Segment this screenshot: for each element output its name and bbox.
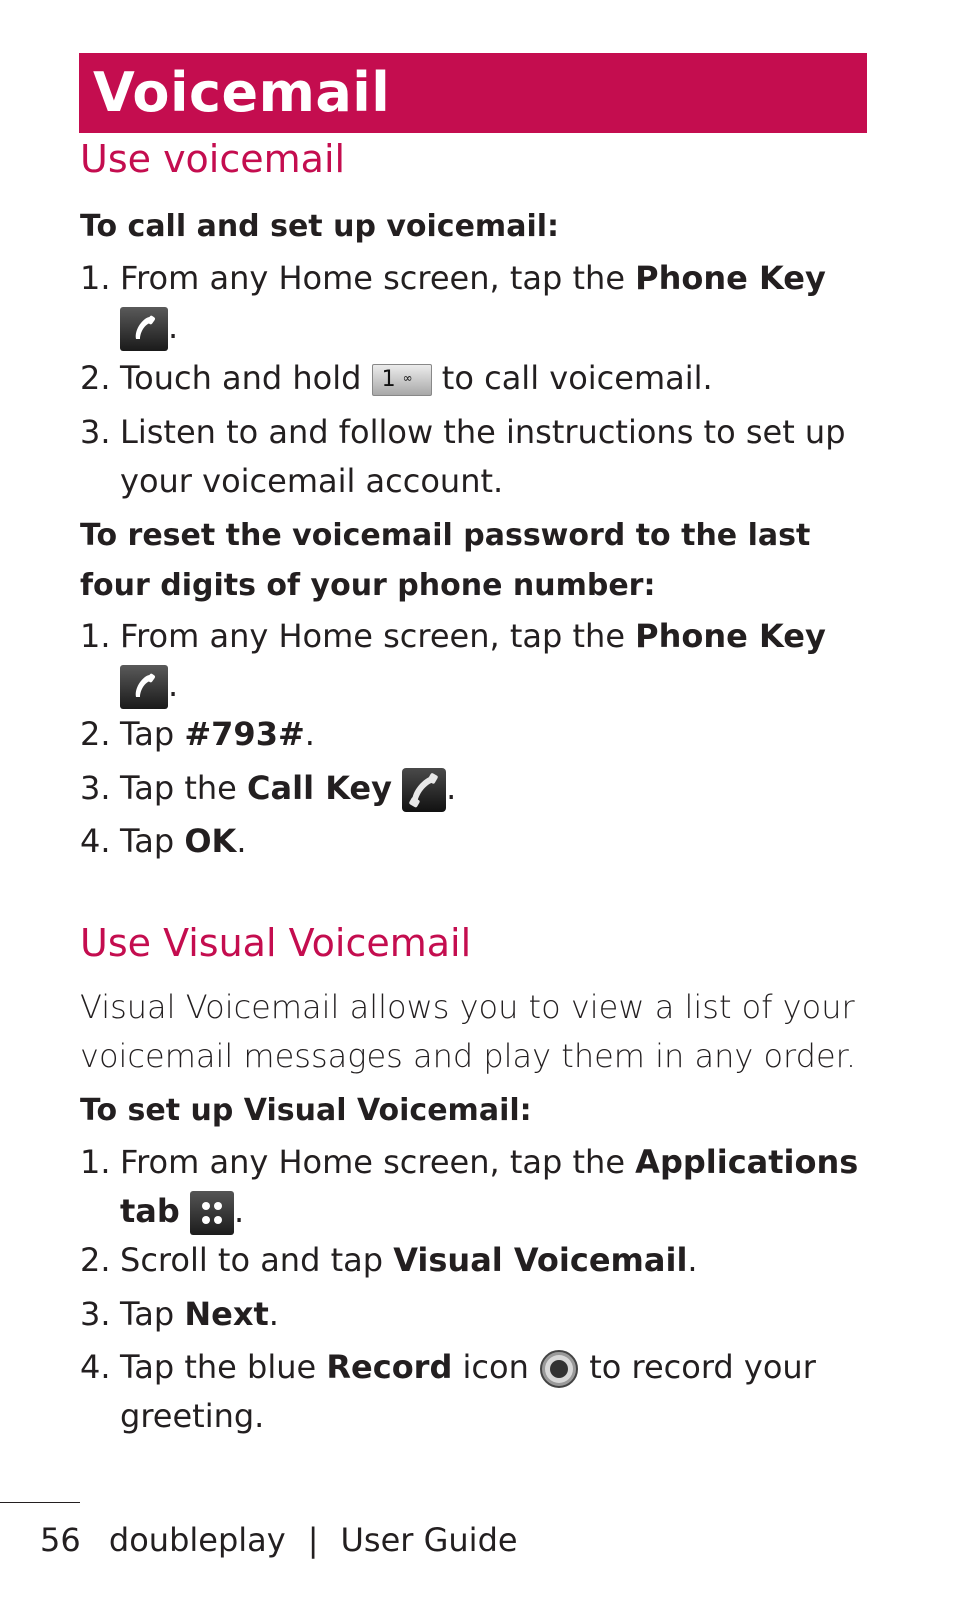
step-text-end: to record your greeting. xyxy=(120,1348,816,1435)
step-text-end: . xyxy=(304,715,315,753)
setup-step-3 xyxy=(80,408,870,506)
step-text: Listen to and follow the instructions to set up your voicemail account. xyxy=(120,413,846,500)
step-text-mid: icon xyxy=(452,1348,540,1386)
step-text-end: . xyxy=(268,1295,279,1333)
subheading-reset-password: To reset the voicemail password to the last four digits of your phone number: xyxy=(80,518,811,603)
visual-step-2 xyxy=(80,1236,870,1285)
page-footer xyxy=(40,1518,518,1562)
reset-step-2 xyxy=(80,710,870,759)
footer-separator: | xyxy=(307,1521,319,1559)
step-number: 1. xyxy=(80,259,111,297)
section-heading-use-voicemail: Use voicemail xyxy=(80,137,346,181)
phone-key-icon xyxy=(120,307,168,351)
reset-step-3 xyxy=(80,764,870,813)
step-text: From any Home screen, tap the xyxy=(120,1143,636,1181)
footer-product: doubleplay xyxy=(108,1521,286,1559)
page-title: Voicemail xyxy=(93,61,391,124)
step-number: 2. xyxy=(80,1241,111,1279)
step-text-end: . xyxy=(446,769,457,807)
step-number: 2. xyxy=(80,715,111,753)
applications-tab-icon xyxy=(190,1191,234,1235)
page-number: 56 xyxy=(40,1521,81,1559)
step-text-end: . xyxy=(687,1241,698,1279)
setup-step-2 xyxy=(80,354,870,403)
footer-rule xyxy=(0,1502,80,1503)
step-bold: Applications tab xyxy=(120,1143,859,1230)
setup-step-1 xyxy=(80,254,870,352)
step-number: 3. xyxy=(80,769,111,807)
step-bold: OK xyxy=(184,822,237,860)
step-text: Scroll to and tap xyxy=(120,1241,394,1279)
step-text-end: to call voicemail. xyxy=(431,359,713,397)
step-text: Tap the blue xyxy=(120,1348,327,1386)
step-text-end: . xyxy=(236,822,247,860)
visual-voicemail-intro: Visual Voicemail allows you to view a list of your voicemail messages and play them in any order. xyxy=(80,988,857,1075)
step-text: Touch and hold xyxy=(120,359,372,397)
subheading-visual-setup: To set up Visual Voicemail: xyxy=(80,1093,532,1128)
step-number: 1. xyxy=(80,1143,111,1181)
step-number: 1. xyxy=(80,617,111,655)
step-bold: #793# xyxy=(184,715,305,753)
step-text: Tap xyxy=(120,715,185,753)
subheading-call-setup: To call and set up voicemail: xyxy=(80,209,560,244)
visual-step-1 xyxy=(80,1138,870,1236)
step-bold: Phone Key xyxy=(635,617,826,655)
step-number: 4. xyxy=(80,1348,111,1386)
step-text-end: . xyxy=(233,1192,245,1230)
key-1-voicemail-glyph: ∞ xyxy=(402,371,413,385)
step-number: 2. xyxy=(80,359,111,397)
phone-key-icon xyxy=(120,665,168,709)
step-bold: Call Key xyxy=(247,769,392,807)
step-text: From any Home screen, tap the xyxy=(120,617,636,655)
step-text: Tap xyxy=(120,822,185,860)
visual-step-3 xyxy=(80,1290,870,1339)
record-icon xyxy=(539,1349,579,1389)
step-bold: Next xyxy=(184,1295,269,1333)
step-text-end: . xyxy=(168,308,179,346)
step-number: 3. xyxy=(80,1295,111,1333)
footer-guide: User Guide xyxy=(340,1521,518,1559)
step-bold: Visual Voicemail xyxy=(393,1241,688,1279)
step-text: Tap the xyxy=(120,769,248,807)
reset-step-1 xyxy=(80,612,870,710)
key-1-icon xyxy=(372,364,432,396)
step-bold: Phone Key xyxy=(635,259,826,297)
call-key-icon xyxy=(402,768,446,812)
page-banner xyxy=(79,53,867,133)
step-text-end: . xyxy=(168,666,179,704)
step-text: Tap xyxy=(120,1295,185,1333)
section-heading-visual-voicemail: Use Visual Voicemail xyxy=(80,921,472,965)
visual-step-4 xyxy=(80,1343,870,1441)
key-1-label: 1 xyxy=(381,367,396,392)
reset-step-4 xyxy=(80,817,870,866)
step-bold: Record xyxy=(326,1348,453,1386)
step-text: From any Home screen, tap the xyxy=(120,259,636,297)
step-number: 3. xyxy=(80,413,111,451)
step-number: 4. xyxy=(80,822,111,860)
